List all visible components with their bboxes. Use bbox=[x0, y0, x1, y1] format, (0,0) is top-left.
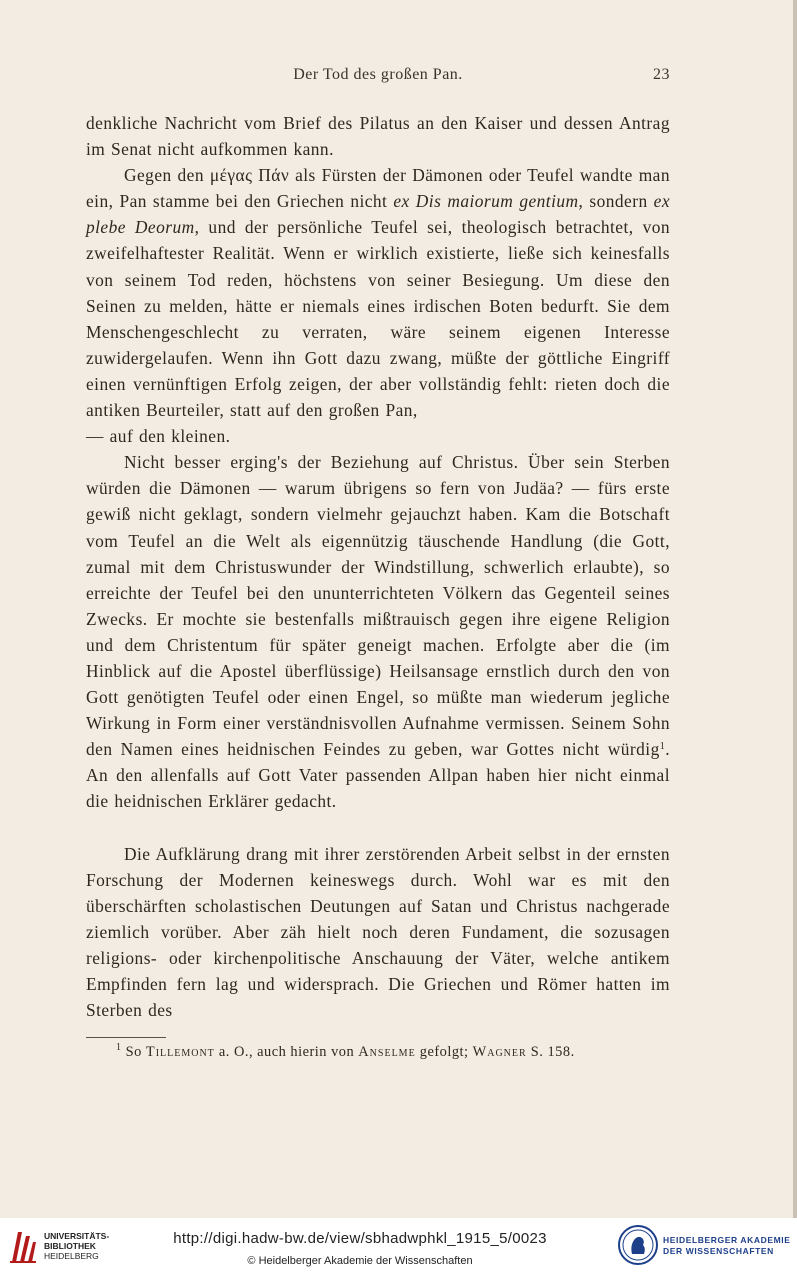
footnote bbox=[86, 1042, 670, 1062]
footnote-part: gefolgt; bbox=[415, 1044, 473, 1060]
body-text bbox=[86, 110, 670, 1023]
paragraph-2-part: Gegen den bbox=[124, 165, 210, 186]
footnote-part: So bbox=[121, 1044, 146, 1060]
footnote-number: 1 bbox=[116, 1042, 122, 1053]
university-library-logo-icon[interactable] bbox=[8, 1228, 38, 1264]
running-head-title: Der Tod des großen Pan. bbox=[293, 66, 463, 83]
footer-bar bbox=[0, 1218, 797, 1275]
paragraph-3-part: Nicht besser erging's der Beziehung auf Christus. Über sein Sterben würden die Dämonen — warum übrigens so fern von Judäa? — fürs erste gewiß nicht geklagt, sondern vielmehr gejauchzt haben. Kam die Botschaft vom Teufel an die Welt als eigennützig täuschende Handlung (die Gott, zumal mit dem Christuswunder der Windstillung, schwerlich erlaubte), so erreichte der Teufel bei den ununterrichteten Völkern das Gegenteil seines Zwecks. Er mochte sie bestenfalls mißtrauisch gegen ihre eigene Religion und dem Christentum für später geneigt machen. Erfolgte aber die (im Hinblick auf die Apostel überflüssige) Heilsansage ernstlich durch den von Gott genötigten Teufel oder einen Engel, so müßte man wiederum jegliche Wirkung in Form einer verständnisvollen Aufnahme vermissen. Seinem Sohn den Namen eines heidnischen Feindes zu geben, war Gottes nicht würdig bbox=[86, 452, 670, 760]
footnote-part: S. 158. bbox=[526, 1044, 575, 1060]
footnote-author: Tillemont bbox=[145, 1044, 215, 1060]
academy-seal-icon[interactable] bbox=[618, 1224, 658, 1266]
footnote-rule bbox=[86, 1037, 166, 1038]
academy-name: HEIDELBERGER AKADEMIE DER WISSENSCHAFTEN bbox=[663, 1235, 791, 1256]
paragraph-3 bbox=[86, 449, 670, 814]
footnote-marker: 1 bbox=[659, 741, 666, 753]
paragraph-3-part: . An den allenfalls auf Gott Vater passenden Allpan haben hier nicht einmal die heidnischen Erklärer gedacht. bbox=[86, 739, 670, 812]
footnote-part: a. O., auch hierin von bbox=[214, 1044, 359, 1060]
paragraph-4: Die Aufklärung drang mit ihrer zerstörenden Arbeit selbst in der ernsten Forschung der Modernen keineswegs durch. Wohl war es mit den überschärften scholastischen Deutungen auf Satan und Christus nachgerade ziemlich vorüber. Aber zäh hielt noch deren Fundament, die sozusagen religions- oder kirchenpolitische Anschauung der Väter, welche antikem Empfinden fern lag und widersprach. Die Griechen und Römer hatten im Sterben des bbox=[86, 843, 670, 1021]
copyright-notice: © Heidelberger Akademie der Wissenschaften bbox=[247, 1255, 473, 1267]
footnote-author: Anselme bbox=[358, 1044, 416, 1060]
page-number: 23 bbox=[653, 66, 670, 83]
paragraph-2-part: , und der persönliche Teufel sei, theologisch betrachtet, von zweifelhaftester Realität. Wenn er wirklich existierte, ließe sich keinesfalls von seinem Tod reden, höchstens von seiner Besiegung. Um diese den Seinen zu melden, hätte er niemals eines irdischen Boten bedurft. Sie dem Menschengeschlecht zu verraten, wäre seinem eigenen Interesse zuwidergelaufen. Wenn ihn Gott dazu zwang, müßte der göttliche Eingriff einen vernünftigen Erfolg zeigen, der aber vollständig fehlt: rieten doch die antiken Beurteiler, statt auf den großen Pan, bbox=[86, 217, 670, 421]
paragraph-2-end: — auf den kleinen. bbox=[86, 426, 231, 447]
permalink-url[interactable]: http://digi.hadw-bw.de/view/sbhadwphkl_1915_5/0023 bbox=[173, 1230, 547, 1247]
paragraph-1: denkliche Nachricht vom Brief des Pilatus an den Kaiser und dessen Antrag im Senat nicht aufkommen kann. bbox=[86, 113, 670, 160]
paragraph-2 bbox=[86, 162, 670, 423]
paragraph-2-part: als Fürsten der Dämonen oder Teufel wandte man ein, Pan stamme bei den Griechen nicht bbox=[86, 165, 670, 212]
footnote-author: Wagner bbox=[472, 1044, 527, 1060]
latin-phrase: ex plebe Deorum bbox=[86, 191, 670, 238]
greek-phrase: μέγας Πάν bbox=[209, 165, 290, 186]
paragraph-2-part: , sondern bbox=[578, 191, 654, 212]
latin-phrase: ex Dis maiorum gentium bbox=[393, 191, 579, 212]
university-library-name: UNIVERSITÄTS- BIBLIOTHEK HEIDELBERG bbox=[44, 1231, 110, 1261]
page-edge bbox=[793, 0, 797, 1218]
